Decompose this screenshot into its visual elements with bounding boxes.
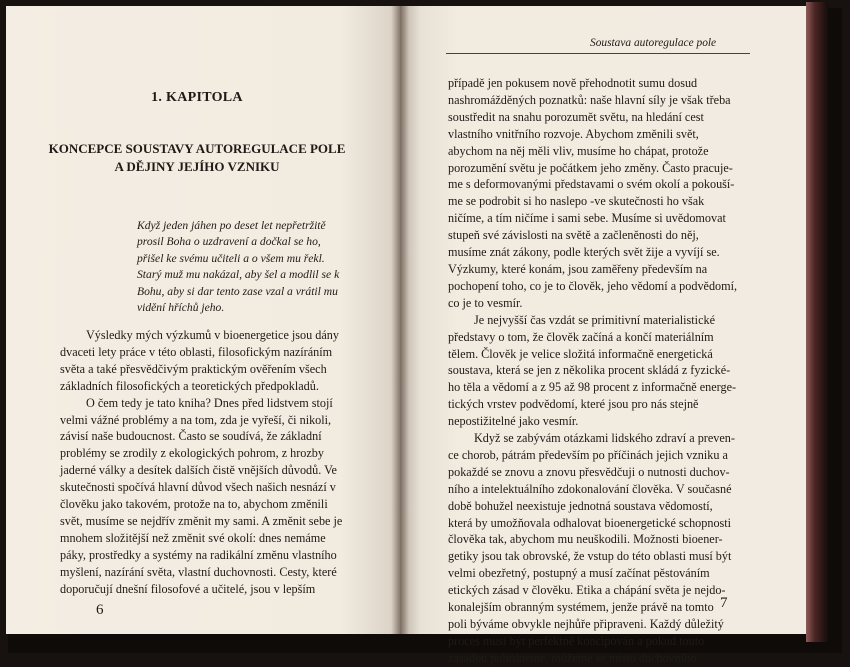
text-line: konalejším obranným systémem, jenže právě na tomto (448, 600, 714, 615)
text-line: skutečnosti spočívá hlavní důvod všech našich nesnází v (60, 480, 336, 495)
text-line: soustava, která se jen z několika procent skládá z fyzické- (448, 363, 731, 378)
text-line: zásadou pohrdneme, můžeme se místo duchovního (448, 650, 697, 665)
text-line: případě jen pokusem nově přehodnotit sumu dosud (448, 76, 698, 90)
text-line: problémy se zrodily z ekologických pohrom, z hrozby (60, 446, 324, 461)
text-line: getiky jsou tak obrovské, že vstup do této oblasti musí být (448, 549, 732, 564)
text-line: člověku jako takovém, protože na to, abychom změnili (60, 497, 328, 512)
text-line: doporučují dnešní filosofové a učitelé, jsou v lepším (60, 581, 316, 596)
text-line: člověka tak, abychom mu neuškodili. Možnosti bioener- (448, 532, 723, 547)
epigraph-line: Starý muž mu nakázal, aby šel a modlil se k (137, 268, 340, 282)
text-line: myšlení, nazírání světa, vlastní duchovnosti. Cesty, které (60, 564, 337, 579)
text-line: me se podrobit si ho naslepo -ve skutečnosti ho však (448, 194, 705, 209)
text-line: musíme znát zákony, podle kterých svět žije a vyvíjí se. (448, 245, 720, 260)
epigraph-line: vidění hříchů jeho. (137, 301, 225, 315)
text-line: mnohem složitější než změnit své okolí: dnes nemáme (60, 530, 326, 545)
chapter-title (0, 140, 394, 176)
text-line: ničíme, a tím ničíme i sami sebe. Musíme si uvědomovat (448, 211, 726, 226)
text-line: svět, musíme se nejdřív změnit my sami. A změnit sebe je (60, 513, 343, 528)
text-line: dvaceti lety práce v této oblasti, filosofickým nazíráním (60, 344, 333, 359)
text-line: me s deformovanými představami o svém okolí a pokouší- (448, 177, 735, 192)
header-rule (446, 53, 750, 54)
chapter-number: 1. KAPITOLA (151, 90, 243, 105)
text-line: velmi vážné problémy a na tom, zda je vyřeší, či nikoli, (60, 412, 332, 427)
text-line: etických zásad v člověku. Etika a chápání světa je nejdo- (448, 583, 726, 598)
running-head: Soustava autoregulace pole (590, 37, 717, 49)
text-line: základních filosofických a teoretických předpokladů. (60, 378, 319, 393)
text-line: která by umožňovala odhalovat bioenergetické schopnosti (448, 515, 732, 530)
text-line: stupeň své závislosti na světě a začleněnosti do něj, (448, 228, 699, 243)
left-body-text (60, 327, 370, 598)
text-line: představy o tom, že člověk začíná a končí materiálním (448, 329, 714, 344)
text-line: pokaždé se znovu a znovu přesvědčuji o nutnosti duchov- (448, 464, 730, 479)
text-line: soustředit na snahu porozumět světu, na hledání cest (448, 109, 704, 124)
text-line: ce chorob, pátrám především po příčinách jejich vzniku a (448, 447, 728, 462)
right-body-text (448, 75, 766, 667)
text-line: Je nejvyšší čas vzdát se primitivní materialistické (474, 312, 715, 327)
text-line: světa a také přesvědčivým praktickým ověřením všech (60, 361, 327, 376)
epigraph-line: Bohu, aby si dar tento zase vzal a vrátil mu (137, 284, 338, 298)
text-line: době bohužel neexistuje jednotná soustava vědomostí, (448, 498, 713, 513)
text-line: jaderné války a desítek dalších čistě vnějších důvodů. Ve (60, 463, 337, 478)
epigraph-line: prosil Boha o uzdravení a dočkal se ho, (137, 235, 321, 249)
text-line: Výzkumy, které konám, jsou zaměřeny především na (448, 261, 708, 276)
text-line: co je to vesmír. (448, 295, 523, 310)
page-number-right: 7 (720, 595, 728, 611)
text-line: abychom na něj měli vliv, musíme ho chápat, protože (448, 143, 709, 158)
cover-edge (806, 2, 828, 642)
epigraph-line: Když jeden jáhen po deset let nepřetržitě (137, 219, 326, 232)
text-line: Když se zabývám otázkami lidského zdraví a preven- (474, 431, 735, 446)
epigraph-line: přišel ke svému učiteli a o všem mu řekl. (137, 251, 325, 265)
text-line: tělem. Člověk je velice složitá informačně energetická (448, 346, 713, 361)
text-line: pochopení toho, co je to člověk, jeho vědomí a podvědomí, (448, 278, 738, 293)
text-line: proces musí být perfektně koncipován a pokud touto (448, 633, 705, 648)
chapter-title-line: A DĚJINY JEJÍHO VZNIKU (114, 159, 280, 174)
text-line: ho těla a vědomí a z 95 až 98 procent z informačně energe- (448, 380, 737, 395)
text-line: nepostižitelné jako vesmír. (448, 414, 579, 429)
chapter-title-line: KONCEPCE SOUSTAVY AUTOREGULACE POLE (48, 141, 346, 156)
text-line: páky, prostředky a systémy na radikální změnu vlastního (60, 547, 337, 562)
text-line: poli býváme obvykle nejhůře připraveni. Každý důležitý (448, 617, 724, 631)
text-line: porozumění světu je počátkem jeho změny. Často pracuje- (448, 160, 733, 175)
text-line: tických vrstev podvědomí, které jsou pro nás stejně (448, 397, 699, 412)
text-line: vlastního vnitřního rozvoje. Abychom změnili svět, (448, 126, 699, 141)
epigraph (137, 218, 377, 316)
text-line: ního a intelektuálního zdokonalování člověka. V současné (448, 481, 732, 496)
text-line: Výsledky mých výzkumů v bioenergetice jsou dány (86, 328, 339, 342)
text-line: velmi obezřetný, postupný a musí začínat pěstováním (448, 566, 710, 581)
text-line: závisí naše budoucnost. Často se soudívá, že základní (60, 429, 322, 444)
text-line: nashromážděných poznatků: naše hlavní síly je však třeba (448, 92, 731, 107)
page-number-left: 6 (96, 602, 104, 618)
text-line: O čem tedy je tato kniha? Dnes před lidstvem stojí (86, 395, 333, 410)
